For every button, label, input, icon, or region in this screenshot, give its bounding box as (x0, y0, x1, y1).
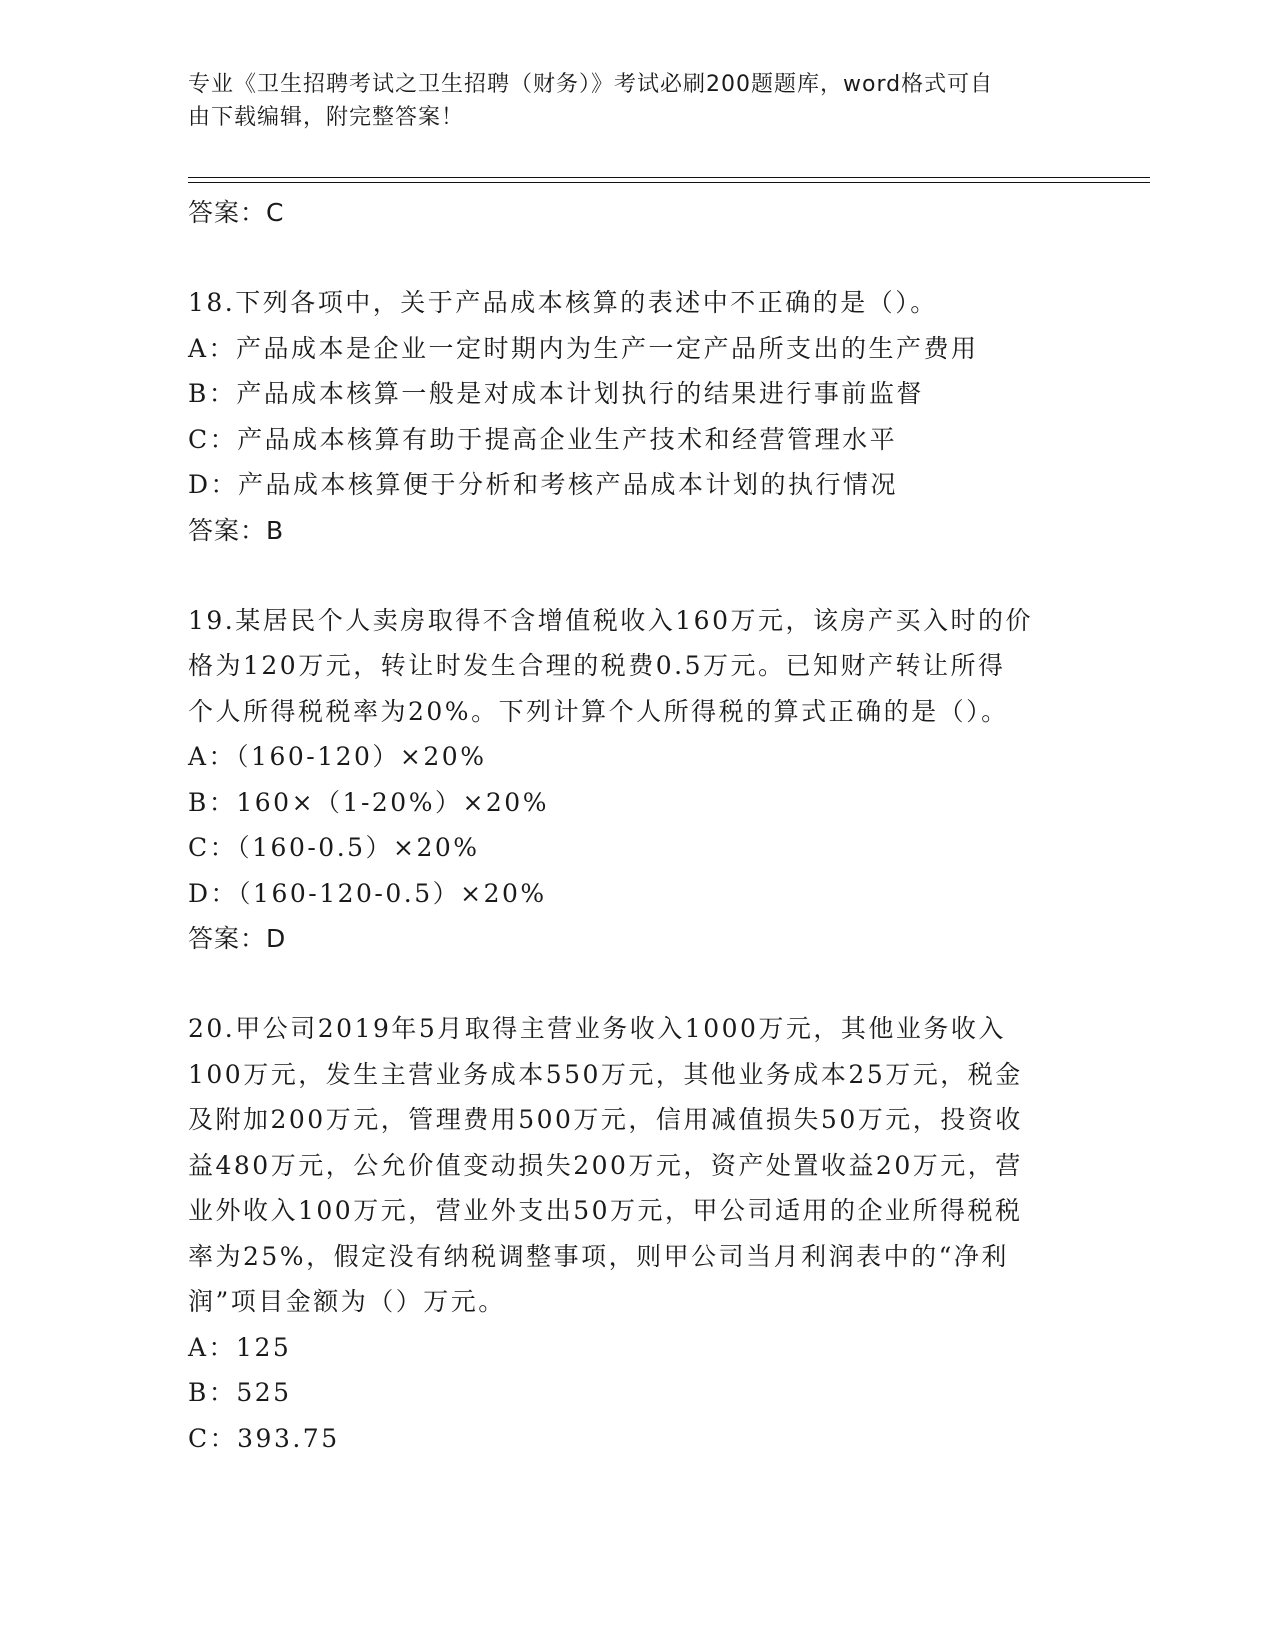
question-20-stem-line-4: 益480万元，公允价值变动损失200万元，资产处置收益20万元，营 (188, 1150, 1023, 1180)
question-19-option-d: D：（160-120-0.5）×20% (188, 878, 547, 908)
header-divider-bottom (188, 182, 1150, 183)
question-18-option-b: B：产品成本核算一般是对成本计划执行的结果进行事前监督 (188, 379, 924, 408)
question-20-stem-line-2: 100万元，发生主营业务成本550万元，其他业务成本25万元，税金 (188, 1059, 1023, 1089)
question-20-stem-line-3: 及附加200万元，管理费用500万元，信用减值损失50万元，投资收 (188, 1105, 1023, 1134)
question-18-stem: 18.下列各项中，关于产品成本核算的表述中不正确的是（）。 (188, 288, 938, 317)
document-header (188, 68, 1068, 134)
question-18-option-c: C：产品成本核算有助于提高企业生产技术和经营管理水平 (188, 424, 898, 454)
question-19-option-c: C：（160-0.5）×20% (188, 833, 480, 862)
question-19-option-b: B：160×（1-20%）×20% (188, 787, 549, 817)
question-20 (188, 1006, 1088, 1461)
question-18-option-d: D：产品成本核算便于分析和考核产品成本计划的执行情况 (188, 470, 899, 499)
question-20-option-b: B：525 (188, 1378, 292, 1407)
question-20-stem-line-6: 率为25%，假定没有纳税调整事项，则甲公司当月利润表中的“净利 (188, 1241, 1009, 1271)
question-20-stem-line-1: 20.甲公司2019年5月取得主营业务收入1000万元，其他业务收入 (188, 1014, 1006, 1043)
document-body (188, 190, 1088, 1461)
header-line-1: 专业《卫生招聘考试之卫生招聘（财务）》考试必刷200题题库，word格式可自 (188, 72, 994, 97)
question-20-option-a: A：125 (188, 1332, 292, 1362)
question-18-option-a: A：产品成本是企业一定时期内为生产一定产品所支出的生产费用 (188, 333, 979, 363)
question-18-answer: 答案：B (188, 515, 285, 545)
question-20-stem-line-7: 润”项目金额为（）万元。 (188, 1287, 506, 1316)
question-19 (188, 598, 1088, 962)
question-18 (188, 280, 1088, 553)
question-20-option-c: C：393.75 (188, 1423, 340, 1453)
question-19-option-a: A：（160-120）×20% (188, 742, 487, 771)
previous-answer: 答案：C (188, 198, 285, 227)
question-19-stem-line-3: 个人所得税税率为20%。下列计算个人所得税的算式正确的是（）。 (188, 696, 1009, 726)
header-line-2: 由下载编辑，附完整答案！ (188, 105, 465, 130)
question-19-stem-line-2: 格为120万元，转让时发生合理的税费0.5万元。已知财产转让所得 (188, 651, 1006, 680)
question-19-answer: 答案：D (188, 924, 287, 953)
question-19-stem-line-1: 19.某居民个人卖房取得不含增值税收入160万元，该房产买入时的价 (188, 605, 1033, 635)
question-20-stem-line-5: 业外收入100万元，营业外支出50万元，甲公司适用的企业所得税税 (188, 1196, 1023, 1225)
header-divider-top (188, 177, 1150, 178)
